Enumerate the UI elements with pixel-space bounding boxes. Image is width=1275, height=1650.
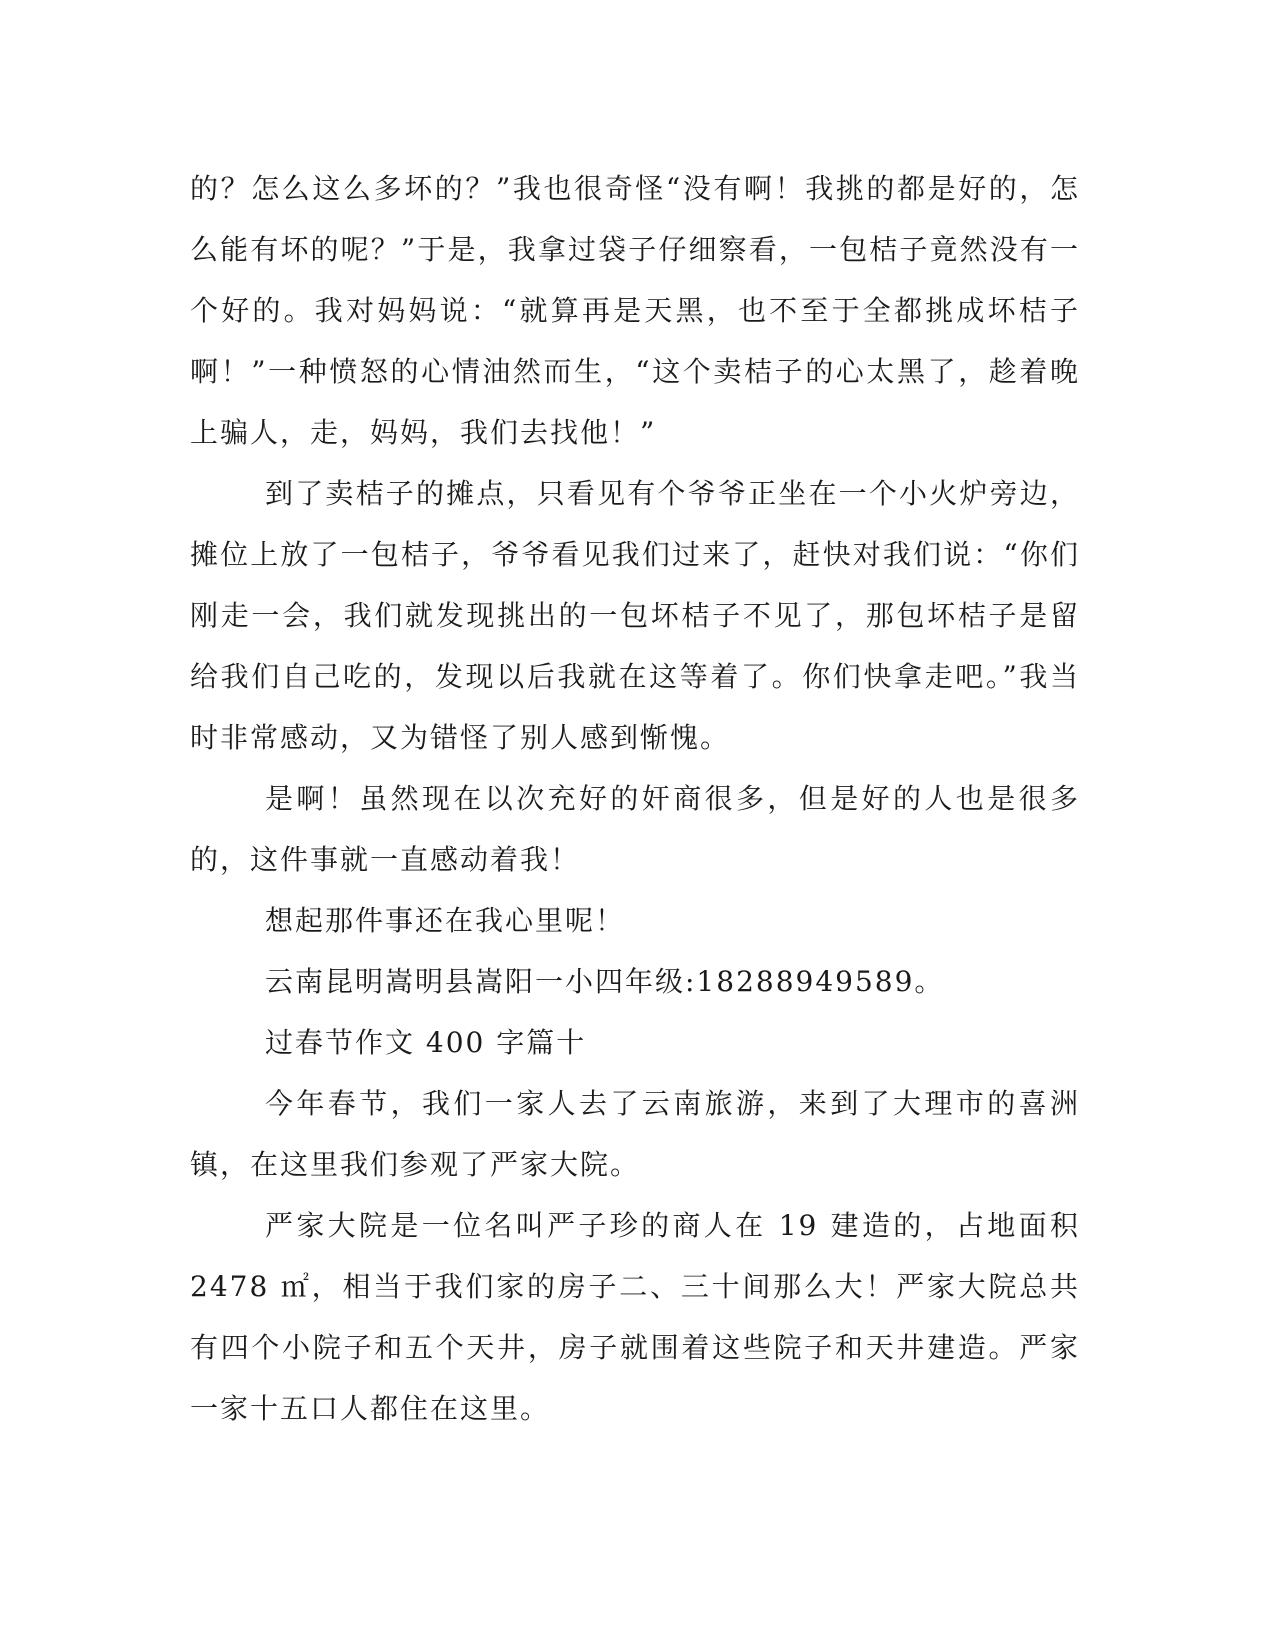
paragraph-2: 到了卖桔子的摊点，只看见有个爷爷正坐在一个小火炉旁边，摊位上放了一包桔子，爷爷看见我们过来了，赶快对我们说：“你们刚走一会，我们就发现挑出的一包坏桔子不见了，那包坏桔子是留给我们自己吃的，发现以后我就在这等着了。你们快拿走吧。”我当时非常感动，又为错怪了别人感到惭愧。 — [190, 477, 1080, 754]
paragraph-7: 今年春节，我们一家人去了云南旅游，来到了大理市的喜洲镇，在这里我们参观了严家大院。 — [190, 1087, 1080, 1181]
paragraph-4: 想起那件事还在我心里呢！ — [265, 904, 626, 937]
paragraph-8: 严家大院是一位名叫严子珍的商人在 19 建造的，占地面积 2478 ㎡，相当于我们家的房子二、三十间那么大！严家大院总共有四个小院子和五个天井，房子就围着这些院子和天井建造。严家一家十五口人都住在这里。 — [190, 1209, 1080, 1425]
paragraph-1: 的？怎么这么多坏的？”我也很奇怪“没有啊！我挑的都是好的，怎么能有坏的呢？”于是，我拿过袋子仔细察看，一包桔子竟然没有一个好的。我对妈妈说：“就算再是天黑，也不至于全都挑成坏桔子啊！”一种愤怒的心情油然而生，“这个卖桔子的心太黑了，趁着晚上骗人，走，妈妈，我们去找他！” — [190, 172, 1080, 449]
paragraph-5: 云南昆明嵩明县嵩阳一小四年级:18288949589。 — [265, 965, 945, 998]
section-title: 过春节作文 400 字篇十 — [265, 1026, 587, 1059]
document-body — [190, 158, 1080, 1439]
paragraph-3: 是啊！虽然现在以次充好的奸商很多，但是好的人也是很多的，这件事就一直感动着我！ — [190, 782, 1080, 876]
